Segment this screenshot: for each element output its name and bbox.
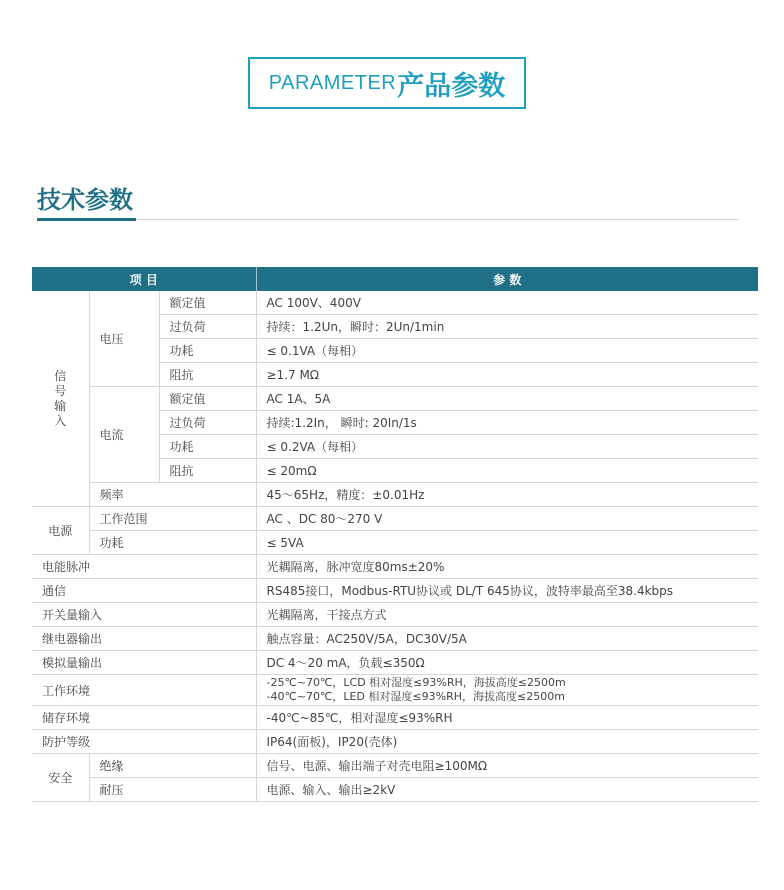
cell-value: 光耦隔离，干接点方式 [256, 603, 758, 627]
cell-label: 模拟量输出 [32, 651, 256, 675]
cell-value: ≤ 20mΩ [256, 459, 758, 483]
table-row [32, 579, 758, 603]
cell-label: 储存环境 [32, 706, 256, 730]
cell-label: 电能脉冲 [32, 555, 256, 579]
table-header [32, 267, 758, 291]
cell-label: 频率 [89, 483, 256, 507]
cell-value: 信号、电源、输出端子对壳电阻≥100MΩ [256, 754, 758, 778]
table-row [32, 531, 758, 555]
cell-label: 阻抗 [159, 459, 256, 483]
section-title: 技术参数 [37, 186, 133, 214]
safety-label: 安全 [32, 754, 89, 802]
cell-value: 持续：1.2Un，瞬时：2Un/1min [256, 315, 758, 339]
table-row [32, 603, 758, 627]
cell-label: 功耗 [159, 435, 256, 459]
cell-value: ≤ 0.1VA（每相） [256, 339, 758, 363]
cell-value: -40℃~85℃，相对湿度≤93%RH [256, 706, 758, 730]
banner-cn: 产品参数 [397, 70, 506, 102]
table-row [32, 778, 758, 802]
cell-label: 工作范围 [89, 507, 256, 531]
cell-value: RS485接口，Modbus-RTU协议或 DL/T 645协议，波特率最高至38.4kbps [256, 579, 758, 603]
work-env-line-1: -25℃~70℃，LCD 相对湿度≤93%RH，海拔高度≤2500m [266, 676, 566, 689]
cell-label: 开关量输入 [32, 603, 256, 627]
table-row [32, 627, 758, 651]
cell-value: 电源、输入、输出≥2kV [256, 778, 758, 802]
cell-label: 绝缘 [89, 754, 256, 778]
table-row [32, 730, 758, 754]
table-row [32, 754, 758, 778]
table-row [32, 387, 758, 411]
cell-label: 耐压 [89, 778, 256, 802]
cell-label: 过负荷 [159, 315, 256, 339]
cell-value: AC 、DC 80～270 V [256, 507, 758, 531]
cell-label: 通信 [32, 579, 256, 603]
cell-label: 额定值 [159, 387, 256, 411]
cell-value: ≤ 0.2VA（每相） [256, 435, 758, 459]
table-row [32, 291, 758, 315]
cell-label: 工作环境 [32, 675, 256, 706]
spec-table [32, 267, 758, 802]
header-param: 参 数 [256, 267, 758, 291]
cell-value: IP64(面板)，IP20(壳体) [256, 730, 758, 754]
cell-value [256, 675, 758, 706]
section-divider [136, 219, 738, 220]
banner-en: PARAMETER [268, 71, 397, 94]
cell-value: ≤ 5VA [256, 531, 758, 555]
table-row [32, 675, 758, 706]
cell-label: 过负荷 [159, 411, 256, 435]
section-underline [37, 218, 136, 221]
power-supply-label: 电源 [32, 507, 89, 555]
cell-value: DC 4～20 mA，负载≤350Ω [256, 651, 758, 675]
cell-value: 45～65Hz，精度：±0.01Hz [256, 483, 758, 507]
cell-label: 防护等级 [32, 730, 256, 754]
current-label: 电流 [89, 387, 159, 483]
voltage-label: 电压 [89, 291, 159, 387]
cell-value: 持续:1.2In， 瞬时: 20In/1s [256, 411, 758, 435]
table-row [32, 651, 758, 675]
signal-input-label: 信号输入 [32, 291, 89, 507]
cell-value: ≥1.7 MΩ [256, 363, 758, 387]
cell-label: 功耗 [159, 339, 256, 363]
table-row [32, 555, 758, 579]
work-env-line-2: -40℃~70℃，LED 相对湿度≤93%RH，海拔高度≤2500m [266, 690, 565, 703]
banner-box [248, 57, 526, 109]
cell-value: 触点容量：AC250V/5A，DC30V/5A [256, 627, 758, 651]
table-row [32, 706, 758, 730]
cell-label: 功耗 [89, 531, 256, 555]
header-item: 项 目 [32, 267, 256, 291]
cell-label: 继电器输出 [32, 627, 256, 651]
cell-value: 光耦隔离，脉冲宽度80ms±20% [256, 555, 758, 579]
cell-value: AC 100V、400V [256, 291, 758, 315]
cell-label: 额定值 [159, 291, 256, 315]
table-row [32, 483, 758, 507]
cell-label: 阻抗 [159, 363, 256, 387]
cell-value: AC 1A、5A [256, 387, 758, 411]
table-row [32, 507, 758, 531]
